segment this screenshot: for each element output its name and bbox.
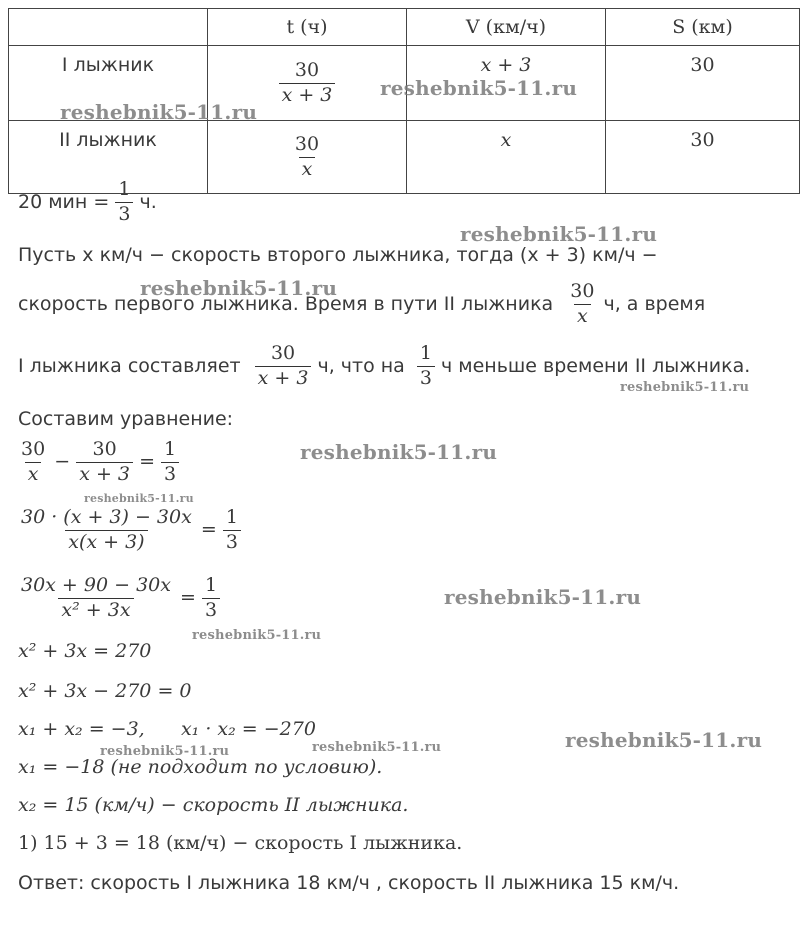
answer: Ответ: скорость I лыжника 18 км/ч , скорость II лыжника 15 км/ч. (18, 872, 680, 894)
l3-den: x (574, 304, 591, 327)
e2-eq: = (200, 518, 217, 541)
l1-num: 1 (118, 178, 131, 200)
e1-frac2 (76, 440, 133, 485)
l3-fraction (567, 282, 597, 327)
e2-num: 30 · (x + 3) − 30x (21, 506, 192, 528)
row1-time-fraction (279, 58, 336, 106)
row1-distance: 30 (606, 46, 800, 121)
e3-frac (18, 576, 174, 621)
step-1: 1) 15 + 3 = 18 (км/ч) − скорость I лыжника. (18, 832, 463, 854)
l4-text: I лыжника составляет (18, 354, 241, 377)
row1-label: I лыжник (9, 46, 208, 121)
l1-text: 20 мин = (18, 190, 110, 213)
e1-n1: 30 (21, 438, 46, 460)
e1-d1: x (25, 462, 42, 485)
equation-root1: x₁ = −18 (не подходит по условию). (18, 756, 383, 778)
e1-eq: = (139, 450, 155, 473)
row2-distance: 30 (606, 121, 800, 194)
watermark: reshebnik5-11.ru (84, 492, 194, 505)
watermark: reshebnik5-11.ru (100, 744, 230, 759)
e2-den: x(x + 3) (65, 530, 147, 553)
line-let: Пусть x км/ч − скорость второго лыжника, тогда (x + 3) км/ч − (18, 244, 658, 266)
e1-d2: x + 3 (76, 462, 133, 485)
watermark: reshebnik5-11.ru (460, 222, 658, 246)
watermark: reshebnik5-11.ru (192, 628, 322, 643)
row1-time-num: 30 (294, 58, 320, 81)
l4-fraction2 (417, 344, 435, 389)
l4-num2: 1 (419, 342, 432, 364)
e2-frac (18, 508, 195, 553)
row2-time-fraction (292, 132, 322, 180)
watermark: reshebnik5-11.ru (300, 440, 498, 464)
watermark: reshebnik5-11.ru (60, 100, 258, 124)
e1-op: − (54, 450, 71, 473)
l4-den2: 3 (417, 366, 435, 389)
equation-4: x² + 3x = 270 (18, 640, 152, 662)
equation-1 (18, 440, 179, 485)
e1-frac3 (161, 440, 179, 485)
e2-frac3 (223, 508, 241, 553)
l3-tail: ч, а время (603, 292, 706, 315)
equation-root2: x₂ = 15 (км/ч) − скорость II лыжника. (18, 794, 409, 816)
row1-time-den: x + 3 (279, 83, 336, 106)
l1-unit: ч. (139, 190, 157, 213)
watermark: reshebnik5-11.ru (565, 728, 763, 752)
row2-speed: x (407, 121, 606, 194)
e1-frac1 (18, 440, 48, 485)
e3-d3: 3 (202, 598, 220, 621)
watermark: reshebnik5-11.ru (140, 276, 338, 300)
e2-d3: 3 (223, 530, 241, 553)
watermark: reshebnik5-11.ru (312, 740, 442, 755)
e1-d3: 3 (161, 462, 179, 485)
e3-frac3 (202, 576, 220, 621)
e3-eq: = (180, 586, 196, 609)
row2-time (208, 121, 407, 194)
equation-3 (18, 576, 220, 621)
l1-fraction (115, 180, 133, 225)
line-time-conversion (18, 180, 157, 225)
l4-mid: ч, что на (317, 354, 405, 377)
l3-text: скорость первого лыжника. Время в пути II лыжника (18, 292, 554, 315)
watermark: reshebnik5-11.ru (444, 585, 642, 609)
row2-time-den: x (299, 157, 316, 180)
l3-num: 30 (570, 280, 595, 302)
line-compose: Составим уравнение: (18, 408, 234, 430)
l1-den: 3 (115, 202, 133, 225)
equation-vieta: x₁ + x₂ = −3, x₁ · x₂ = −270 (18, 718, 316, 740)
e2-n3: 1 (225, 506, 238, 528)
watermark: reshebnik5-11.ru (380, 76, 578, 100)
e1-n2: 30 (92, 438, 117, 460)
row1-speed: x + 3 (407, 46, 606, 121)
equation-2 (18, 508, 241, 553)
e1-n3: 1 (164, 438, 177, 460)
l4-tail: ч меньше времени II лыжника. (441, 354, 751, 377)
l4-num: 30 (270, 342, 296, 364)
l4-den: x + 3 (255, 366, 312, 389)
header-empty (9, 9, 208, 46)
header-time: t (ч) (208, 9, 407, 46)
header-speed: V (км/ч) (407, 9, 606, 46)
row2-time-num: 30 (294, 132, 320, 155)
l4-fraction (255, 344, 312, 389)
line-speed-first (18, 282, 705, 327)
row2-label: II лыжник (9, 121, 208, 194)
watermark: reshebnik5-11.ru (620, 380, 750, 395)
e3-num: 30x + 90 − 30x (21, 574, 171, 596)
header-distance: S (км) (606, 9, 800, 46)
e3-n3: 1 (204, 574, 218, 596)
equation-5: x² + 3x − 270 = 0 (18, 680, 192, 702)
e3-den: x² + 3x (58, 598, 133, 621)
